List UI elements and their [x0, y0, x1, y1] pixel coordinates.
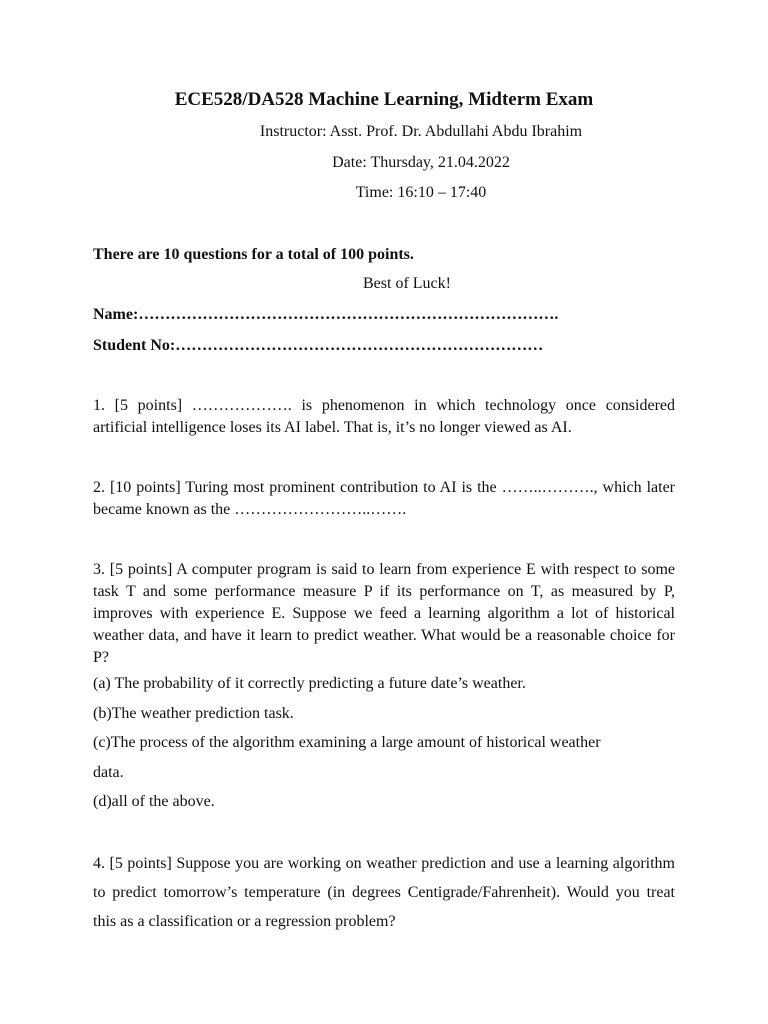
question-3: 3. [5 points] A computer program is said to learn from experience E with respect to some task T and some performance measure P if its performance on T, as measured by P, improves with experience E. Suppose we feed a learning algorithm a lot of historical weather data, and have it learn to predict weather. What would be a reasonable choice for P? — [93, 561, 675, 666]
date-line: Date: Thursday, 21.04.2022 — [332, 154, 510, 171]
exam-title: ECE528/DA528 Machine Learning, Midterm Exam — [174, 89, 594, 110]
total-points-note: There are 10 questions for a total of 100 points. — [93, 246, 414, 263]
time-line: Time: 16:10 – 17:40 — [355, 184, 487, 201]
question-3-option-c-continued: data. — [93, 764, 124, 781]
instructor-line: Instructor: Asst. Prof. Dr. Abdullahi Abdu Ibrahim — [259, 123, 583, 140]
question-1: 1. [5 points] ………………. is phenomenon in which technology once considered artificial intelligence loses its AI label. That is, it’s no longer viewed as AI. — [93, 397, 675, 436]
question-3-option-b: (b)The weather prediction task. — [93, 705, 294, 722]
student-no-field-line: Student No:…………………………………………………………… — [93, 337, 544, 354]
best-of-luck: Best of Luck! — [363, 275, 451, 292]
question-4: 4. [5 points] Suppose you are working on weather prediction and use a learning algorithm to predict tomorrow’s temperature (in degrees Centigrade/Fahrenheit). Would you treat this as a classification or a regression problem? — [93, 855, 675, 930]
question-3-option-d: (d)all of the above. — [93, 793, 215, 810]
question-2: 2. [10 points] Turing most prominent contribution to AI is the ……..………., which later became known as the ……………………..……. — [93, 479, 675, 518]
name-field-line: Name:……………………………………………………………………. — [93, 306, 559, 323]
question-3-option-c: (c)The process of the algorithm examining a large amount of historical weather — [93, 734, 601, 751]
question-3-option-a: (a) The probability of it correctly predicting a future date’s weather. — [93, 675, 526, 692]
